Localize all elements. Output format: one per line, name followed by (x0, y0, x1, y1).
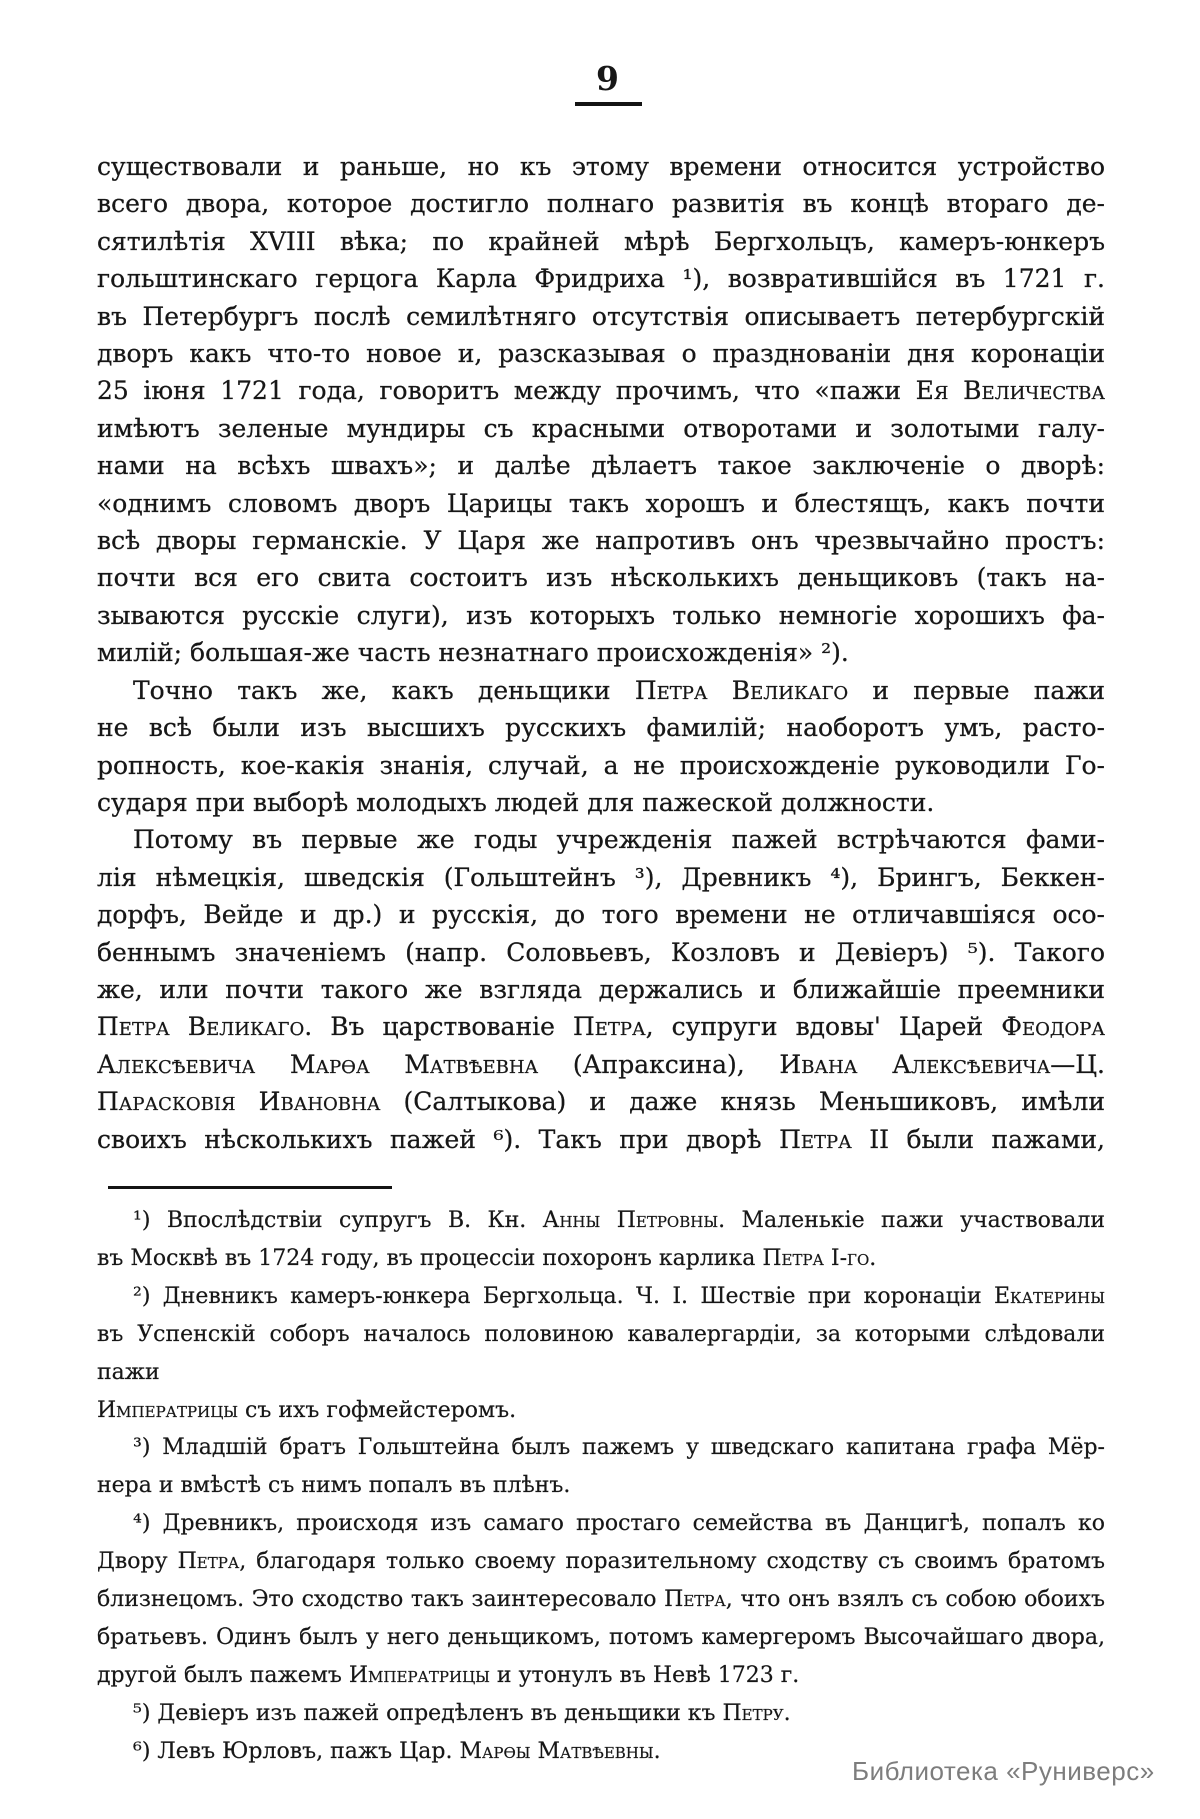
smallcaps-name: Ивана (779, 1049, 858, 1079)
page-number-rule (575, 102, 642, 106)
smallcaps-name: Петра Великаго (634, 675, 849, 705)
body-text-line: въ Петербургъ послѣ семилѣтняго отсутствія описываетъ петербургскій (97, 301, 1105, 331)
smallcaps-name: Екатерины (994, 1283, 1105, 1309)
footnote-text-line: Императрицы съ ихъ гофмейстеромъ. (97, 1397, 517, 1423)
footnote-text-line: ³) Младшій братъ Гольштейна былъ пажемъ у шведскаго капитана графа Мёр- (133, 1435, 1105, 1461)
smallcaps-name: Феодора (1001, 1012, 1105, 1042)
smallcaps-name: Анны Петровны (542, 1208, 719, 1233)
footnote-text-line: ⁶) Левъ Юрловъ, пажъ Цар. Марѳы Матвѣевны. (133, 1738, 661, 1764)
smallcaps-name: Ея Величества (915, 376, 1105, 406)
body-text-line: существовали и раньше, но къ этому времени относится устройство (97, 152, 1105, 181)
body-text-line: всего двора, которое достигло полнаго развитія въ концѣ втораго де- (97, 189, 1105, 219)
body-text-line: ропность, кое-какія знанія, случай, а не происхожденіе руководили Го- (97, 750, 1105, 780)
body-text-line: милій; большая-же часть незнатнаго происхожденія» ²). (97, 638, 849, 668)
body-text-line: зываются русскіе слуги), изъ которыхъ только немногіе хорошихъ фа- (97, 600, 1105, 630)
footnote-text-line: ⁴) Древникъ, происходя изъ самаго простаго семейства въ Данцигѣ, попалъ ко (133, 1511, 1105, 1537)
body-text-line: лія нѣмецкія, шведскія (Гольштейнъ ³), Древникъ ⁴), Брингъ, Беккен- (97, 862, 1105, 892)
footnote-text-line: братьевъ. Одинъ былъ у него деньщикомъ, потомъ камергеромъ Высочайшаго двора, (97, 1624, 1105, 1650)
body-text-line: 25 іюня 1721 года, говоритъ между прочимъ, что «пажи Ея Величества (97, 376, 1105, 406)
body-text-line: дворъ какъ что-то новое и, разсказывая о празднованіи дня коронаціи (97, 339, 1105, 369)
body-text-line: «однимъ словомъ дворъ Царицы такъ хорошъ и блестящъ, какъ почти (97, 488, 1105, 518)
smallcaps-name: Императрицы (97, 1397, 239, 1423)
footnote-separator-rule (108, 1186, 392, 1189)
smallcaps-name: Императрицы (348, 1662, 490, 1688)
body-text-line: сятилѣтія XVIII вѣка; по крайней мѣрѣ Бергхольцъ, камеръ-юнкеръ (97, 226, 1105, 256)
footnote-text-line: въ Успенскій соборъ началось половиною кавалергардіи, за которыми слѣдовали пажи (97, 1321, 1105, 1385)
body-text-block (97, 148, 1105, 1158)
smallcaps-name: Петру (722, 1700, 784, 1726)
smallcaps-name: Петра (664, 1587, 726, 1613)
body-text-line: беннымъ значеніемъ (напр. Соловьевъ, Козловъ и Девіеръ) ⁵). Такого (97, 937, 1105, 967)
footnote-text-line: ⁵) Девіеръ изъ пажей опредѣленъ въ деньщики къ Петру. (133, 1700, 791, 1726)
smallcaps-name: Петра Великаго (97, 1012, 305, 1042)
smallcaps-name: Петра I-го (762, 1245, 870, 1271)
body-text-line: Петра Великаго. Въ царствованіе Петра, супруги вдовы' Царей Феодора (97, 1012, 1105, 1042)
page-number: 9 (596, 59, 620, 98)
footnote-text-line: ²) Дневникъ камеръ-юнкера Бергхольца. Ч. I. Шествіе при коронаціи Екатерины (133, 1283, 1105, 1309)
smallcaps-name: Марѳы Матвѣевны (459, 1738, 654, 1764)
footnotes-block (97, 1202, 1105, 1771)
footnote-text-line: нера и вмѣстѣ съ нимъ попалъ въ плѣнъ. (97, 1473, 571, 1499)
smallcaps-name: Петра II (779, 1124, 890, 1154)
footnote-text-line: другой былъ пажемъ Императрицы и утонулъ въ Невѣ 1723 г. (97, 1662, 800, 1688)
footnote-text-line: въ Москвѣ въ 1724 году, въ процессіи похоронъ карлика Петра I-го. (97, 1245, 877, 1271)
body-text-line: своихъ нѣсколькихъ пажей ⁶). Такъ при дворѣ Петра II были пажами, (97, 1124, 1105, 1154)
smallcaps-name: Марѳа Матвѣевна (289, 1049, 539, 1079)
smallcaps-name: Алексѣевича (892, 1049, 1051, 1079)
smallcaps-name: Петра (572, 1012, 646, 1042)
page-header (540, 59, 676, 106)
library-watermark: Библиотека «Руниверс» (852, 1756, 1155, 1786)
body-text-line: дорфъ, Вейде и др.) и русскія, до того времени не отличавшіяся осо- (97, 900, 1105, 930)
body-text-line: гольштинскаго герцога Карла Фридриха ¹), возвратившійся въ 1721 г. (97, 264, 1105, 294)
smallcaps-name: Алексѣевича (97, 1049, 256, 1079)
body-text-line: имѣютъ зеленые мундиры съ красными отворотами и золотыми галу- (97, 413, 1105, 443)
body-text-line: Точно такъ же, какъ деньщики Петра Великаго и первые пажи (133, 675, 1105, 705)
body-text-line: Парасковія Ивановна (Салтыкова) и даже князь Меньшиковъ, имѣли (97, 1087, 1105, 1117)
body-text-line: нами на всѣхъ швахъ»; и далѣе дѣлаетъ такое заключеніе о дворѣ: (97, 451, 1105, 481)
footnote-text-line: ¹) Впослѣдствіи супругъ В. Кн. Анны Петровны. Маленькіе пажи участвовали (133, 1208, 1106, 1233)
body-text-line: Алексѣевича Марѳа Матвѣевна (Апраксина), Ивана Алексѣевича—Ц. (97, 1049, 1105, 1079)
body-text-line: сударя при выборѣ молодыхъ людей для пажеской должности. (97, 787, 935, 817)
body-text-line: Потому въ первые же годы учрежденія пажей встрѣчаются фами- (133, 825, 1105, 855)
body-text-line: не всѣ были изъ высшихъ русскихъ фамилій; наоборотъ умъ, расто- (97, 713, 1105, 743)
footnote-text-line: близнецомъ. Это сходство такъ заинтересовало Петра, что онъ взялъ съ собою обоихъ (97, 1587, 1105, 1613)
body-text-line: всѣ дворы германскіе. У Царя же напротивъ онъ чрезвычайно простъ: (97, 526, 1105, 556)
body-text-line: же, или почти такого же взгляда держались и ближайшіе преемники (97, 974, 1105, 1004)
smallcaps-name: Петра (177, 1549, 240, 1575)
footnote-text-line: Двору Петра, благодаря только своему поразительному сходству съ своимъ братомъ (97, 1549, 1105, 1575)
smallcaps-name: Парасковія Ивановна (97, 1087, 381, 1117)
body-text-line: почти вся его свита состоитъ изъ нѣсколькихъ деньщиковъ (такъ на- (97, 563, 1105, 593)
